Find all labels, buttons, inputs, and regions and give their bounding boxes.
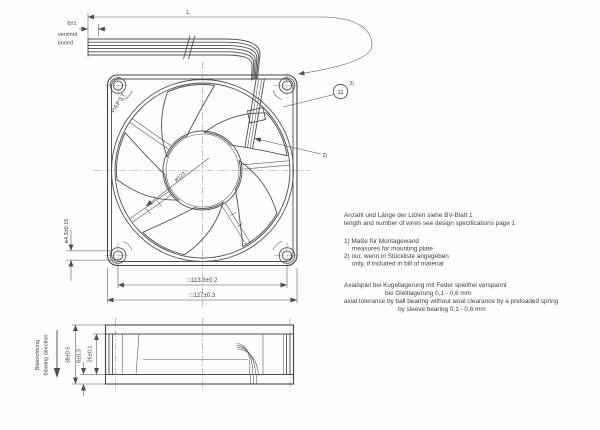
note-line: measures for mounting plate	[352, 245, 433, 253]
dimension-frame-size	[108, 268, 298, 303]
side-walls	[109, 334, 290, 375]
note-line: length and number of wires see design specifications page 1	[344, 220, 516, 227]
balloon-superscript-note: 2)	[349, 81, 354, 87]
note-line: Axialspiel bei Kugellagerung mit Feder spielfrei verspannt	[344, 282, 507, 289]
note-line: Anzahl und Länge der Litzen siehe BV-Blatt 1	[344, 212, 473, 219]
dimension-inner-depth	[88, 334, 106, 375]
clamp-note-label: 2)	[322, 153, 328, 159]
balloon-item-number: 11	[337, 90, 344, 96]
airflow-arrow	[54, 368, 60, 378]
dimension-hole-dia	[64, 219, 113, 281]
note-line: only, if included in bill of material	[352, 260, 444, 268]
note-line: 1) Maße für Montagewand	[344, 238, 419, 245]
note-line: 2) nur, wenn in Stückliste angegeben	[344, 253, 449, 260]
tinned-label-en: tinned	[58, 40, 73, 47]
tinned-length-value: 6±1	[67, 21, 77, 27]
hole-dia-label: ø4.3±0.15	[64, 218, 70, 244]
balloon-item-11	[283, 81, 354, 107]
note-line: axial tolerance by ball bearing without axial clearance by a preloaded spring	[344, 298, 559, 305]
front-view	[64, 62, 354, 308]
side-wires	[237, 344, 259, 384]
note-line: by sleeve bearing 0,1 - 0,6 mm	[398, 306, 486, 313]
lead-wire-bundle	[88, 36, 260, 81]
brand-logo-text: PAPST	[110, 92, 128, 115]
hole-pitch-label: □113.3±0.2	[187, 278, 218, 284]
airflow-label-de: Blasrichtung	[35, 339, 41, 371]
side-view	[35, 318, 294, 396]
airflow-label-en: blowing direction	[43, 334, 50, 376]
frame-size-label: □127±0.3	[189, 293, 216, 299]
notes-block	[344, 212, 559, 313]
wire-length-label: L	[186, 10, 190, 16]
inner-depth-label: 26±0.1	[87, 345, 94, 363]
venturi-dia-label: ø123	[173, 170, 188, 184]
airflow-direction	[35, 330, 60, 378]
depth-total-label: 38±0.5	[65, 346, 72, 364]
dimension-tinned-end	[58, 21, 107, 47]
motor-struts	[130, 119, 290, 246]
note-line: bei Gleitlagerung 0,1 - 0,6 mm	[385, 290, 471, 297]
flange-depth-label: 6±0.3	[76, 349, 83, 363]
tinned-label-de: verzinnt	[58, 32, 78, 38]
impeller-blades	[98, 65, 298, 265]
